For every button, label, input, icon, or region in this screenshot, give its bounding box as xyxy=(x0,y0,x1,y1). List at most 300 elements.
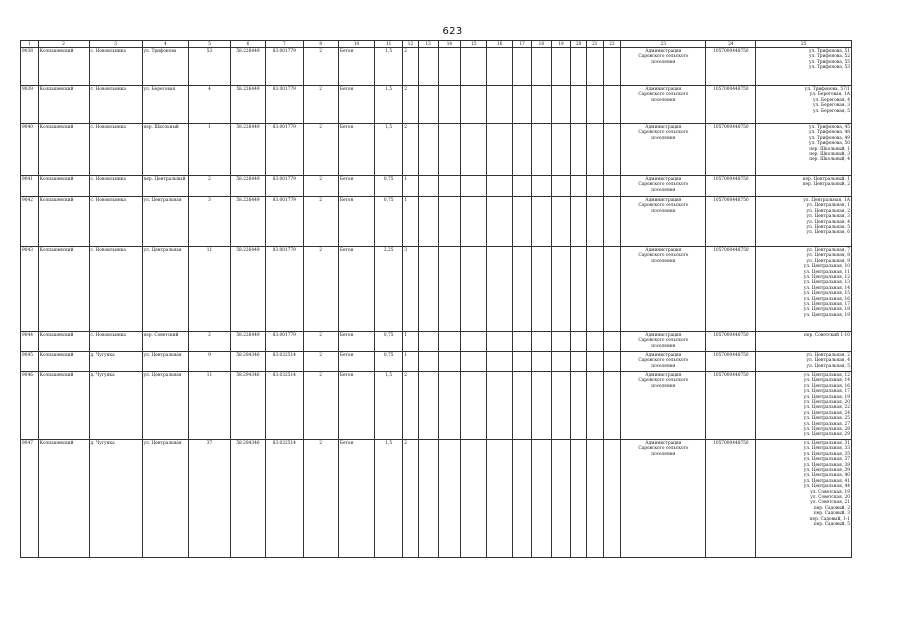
registry-body xyxy=(21,41,852,558)
cell-c4: ул. Трифонова xyxy=(142,48,189,86)
cell-line: ул. Центральная, 15 xyxy=(803,291,850,297)
cell-c7: 83.032514 xyxy=(266,352,303,372)
cell-line: Саровского сельского xyxy=(638,253,689,259)
column-number-cell: 4 xyxy=(142,41,189,48)
cell-line: поселения xyxy=(651,258,676,264)
table-row xyxy=(21,176,852,197)
cell-line: ул. Центральная, 39 xyxy=(803,467,850,473)
cell-line: Саровского сельского xyxy=(638,378,689,384)
cell-line: ул. Трифонова, 45 xyxy=(808,125,850,130)
table-row xyxy=(21,197,852,247)
cell-c11: 1,5 xyxy=(375,439,403,557)
cell-line: ул. Центральная, 4 xyxy=(806,219,850,225)
empty-cell xyxy=(418,197,438,247)
cell-line: ул. Трифонова, 50 xyxy=(808,141,850,147)
column-number-cell: 2 xyxy=(38,41,89,48)
cell-line: Администрация xyxy=(645,177,682,182)
empty-cell xyxy=(418,86,438,124)
cell-line: ул. Центральная, 13 xyxy=(803,280,850,286)
cell-c4: пер. Школьный xyxy=(142,124,189,176)
cell-line: Администрация xyxy=(645,373,682,378)
cell-line: пер. Садовый, 2 xyxy=(813,505,850,511)
cell-line: ул. Трифонова, 57/1 xyxy=(804,87,850,92)
cell-c4: ул. Центральная xyxy=(142,439,189,557)
cell-line: ул. Центральная, 35 xyxy=(803,451,850,457)
cell-c1: 9045 xyxy=(21,352,39,372)
cell-line: ул. Центральная, 9 xyxy=(806,258,850,264)
cell-c11: 2,25 xyxy=(375,247,403,332)
cell-c5: 37 xyxy=(189,439,231,557)
cell-c4: пер. Центральный xyxy=(142,176,189,197)
cell-line: ул. Советская, 19 xyxy=(810,489,850,495)
cell-c23 xyxy=(621,439,706,557)
cell-line: Саровского сельского xyxy=(638,182,689,188)
empty-cell xyxy=(603,372,621,440)
cell-line: пер. Садовый, 3 xyxy=(813,511,850,517)
cell-c2: Колпашевский xyxy=(38,124,89,176)
column-number-cell: 25 xyxy=(756,41,852,48)
cell-c10: Бетон xyxy=(338,48,374,86)
table-row xyxy=(21,124,852,176)
cell-c3: д. Чугунка xyxy=(89,439,142,557)
empty-cell xyxy=(438,372,461,440)
empty-cell xyxy=(418,176,438,197)
cell-line: ул. Береговая, 3 xyxy=(813,103,850,109)
empty-cell xyxy=(531,48,551,86)
cell-c10: Бетон xyxy=(338,124,374,176)
cell-c12: 1 xyxy=(403,352,419,372)
cell-line: ул. Береговая, 5 xyxy=(813,108,850,114)
cell-line: поселения xyxy=(651,383,676,389)
cell-c8: 2 xyxy=(303,176,338,197)
cell-c5: 11 xyxy=(189,247,231,332)
cell-c6: 58.226449 xyxy=(230,124,265,176)
empty-cell xyxy=(603,352,621,372)
column-number-cell: 16 xyxy=(487,41,513,48)
cell-c25 xyxy=(756,197,852,247)
cell-c24: 1057000448750 xyxy=(706,352,756,372)
empty-cell xyxy=(587,176,604,197)
cell-c6: 58.226449 xyxy=(230,48,265,86)
cell-c10: Бетон xyxy=(338,372,374,440)
cell-c5: 1 xyxy=(189,124,231,176)
cell-line: поселения xyxy=(651,208,676,214)
empty-cell xyxy=(438,176,461,197)
cell-line: Администрация xyxy=(645,333,682,338)
cell-line: Администрация xyxy=(645,49,682,54)
cell-c25 xyxy=(756,439,852,557)
cell-c24: 1057000448750 xyxy=(706,372,756,440)
empty-cell xyxy=(418,48,438,86)
cell-line: ул. Центральная, 10 xyxy=(803,264,850,270)
cell-c8: 2 xyxy=(303,439,338,557)
cell-c1: 9040 xyxy=(21,124,39,176)
empty-cell xyxy=(587,86,604,124)
cell-c23 xyxy=(621,86,706,124)
cell-c3: с. Новоильинка xyxy=(89,247,142,332)
cell-c23 xyxy=(621,247,706,332)
empty-cell xyxy=(513,86,532,124)
cell-c8: 2 xyxy=(303,247,338,332)
cell-line: поселения xyxy=(651,135,676,141)
empty-cell xyxy=(531,197,551,247)
cell-c5: 9 xyxy=(189,352,231,372)
empty-cell xyxy=(587,197,604,247)
cell-c12: 2 xyxy=(403,48,419,86)
empty-cell xyxy=(587,247,604,332)
table-row xyxy=(21,439,852,557)
cell-c6: 58.294346 xyxy=(230,439,265,557)
empty-cell xyxy=(571,124,587,176)
cell-line: ул. Центральная, 24 xyxy=(803,410,850,416)
cell-c25 xyxy=(756,124,852,176)
empty-cell xyxy=(603,439,621,557)
cell-c6: 58.294346 xyxy=(230,352,265,372)
cell-line: ул. Центральная, 41 xyxy=(803,478,850,484)
cell-line: ул. Центральная, 7 xyxy=(806,248,850,253)
empty-cell xyxy=(551,372,571,440)
cell-line: Администрация xyxy=(645,353,682,358)
cell-c10: Бетон xyxy=(338,247,374,332)
empty-cell xyxy=(587,332,604,352)
cell-c25 xyxy=(756,86,852,124)
empty-cell xyxy=(461,124,487,176)
cell-c10: Бетон xyxy=(338,439,374,557)
cell-c8: 2 xyxy=(303,86,338,124)
cell-line: ул. Центральная, 33 xyxy=(803,446,850,452)
column-number-cell: 1 xyxy=(21,41,39,48)
cell-line: ул. Центральная, 11 xyxy=(803,269,850,275)
cell-c6: 58.226449 xyxy=(230,197,265,247)
cell-line: Администрация xyxy=(645,248,682,253)
cell-c4: ул. Центральная xyxy=(142,372,189,440)
column-number-cell: 19 xyxy=(551,41,571,48)
cell-c25 xyxy=(756,352,852,372)
cell-c7: 83.001779 xyxy=(266,197,303,247)
cell-line: поселения xyxy=(651,97,676,103)
cell-line: пер. Школьный, 3 xyxy=(809,152,850,158)
cell-c25 xyxy=(756,176,852,197)
table-row xyxy=(21,332,852,352)
cell-line: ул. Центральная, 14 xyxy=(803,378,850,384)
empty-cell xyxy=(531,176,551,197)
empty-cell xyxy=(487,352,513,372)
empty-cell xyxy=(551,352,571,372)
empty-cell xyxy=(571,86,587,124)
cell-line: пер. Школьный, 1 xyxy=(809,146,850,152)
cell-c1: 9044 xyxy=(21,332,39,352)
empty-cell xyxy=(587,48,604,86)
cell-c6: 58.226449 xyxy=(230,86,265,124)
cell-line: ул. Центральная, 40 xyxy=(803,473,850,479)
column-number-cell: 17 xyxy=(513,41,532,48)
cell-c3: с. Новоильинка xyxy=(89,86,142,124)
cell-line: пер. Центральный, 1 xyxy=(802,177,850,182)
cell-c1: 9038 xyxy=(21,48,39,86)
cell-c1: 9046 xyxy=(21,372,39,440)
cell-c12: 2 xyxy=(403,124,419,176)
cell-c11: 0,75 xyxy=(375,197,403,247)
empty-cell xyxy=(531,124,551,176)
cell-c8: 2 xyxy=(303,124,338,176)
cell-line: ул. Центральная, 1А xyxy=(803,198,850,203)
cell-c2: Колпашевский xyxy=(38,247,89,332)
empty-cell xyxy=(603,176,621,197)
cell-line: ул. Центральная, 19 xyxy=(803,394,850,400)
cell-c24: 1057000448750 xyxy=(706,176,756,197)
cell-c12: 1 xyxy=(403,332,419,352)
empty-cell xyxy=(461,332,487,352)
page-number: 623 xyxy=(442,26,463,37)
cell-line: ул. Центральная, 17 xyxy=(803,389,850,395)
cell-c10: Бетон xyxy=(338,86,374,124)
empty-cell xyxy=(513,176,532,197)
cell-line: Саровского сельского xyxy=(638,338,689,344)
cell-line: ул. Центральная, 12 xyxy=(803,275,850,281)
cell-c2: Колпашевский xyxy=(38,176,89,197)
cell-c11: 0,75 xyxy=(375,332,403,352)
cell-c4: ул. Центральная xyxy=(142,197,189,247)
empty-cell xyxy=(531,439,551,557)
cell-c4: пер. Советский xyxy=(142,332,189,352)
cell-c11: 1,5 xyxy=(375,124,403,176)
empty-cell xyxy=(551,176,571,197)
empty-cell xyxy=(551,86,571,124)
cell-c10: Бетон xyxy=(338,352,374,372)
cell-line: поселения xyxy=(651,363,676,369)
cell-c1: 9042 xyxy=(21,197,39,247)
cell-c5: 53 xyxy=(189,48,231,86)
cell-line: Саровского сельского xyxy=(638,446,689,452)
table-row xyxy=(21,48,852,86)
empty-cell xyxy=(513,372,532,440)
cell-c23 xyxy=(621,124,706,176)
empty-cell xyxy=(513,124,532,176)
cell-c2: Колпашевский xyxy=(38,197,89,247)
cell-c6: 58.226449 xyxy=(230,247,265,332)
empty-cell xyxy=(551,439,571,557)
cell-c7: 83.001779 xyxy=(266,86,303,124)
cell-line: ул. Центральная, 2 xyxy=(806,208,850,214)
empty-cell xyxy=(461,352,487,372)
cell-line: пер. Советский 1-10 xyxy=(804,333,850,338)
cell-c5: 2 xyxy=(189,332,231,352)
empty-cell xyxy=(513,48,532,86)
empty-cell xyxy=(438,48,461,86)
empty-cell xyxy=(513,197,532,247)
cell-line: ул. Трифонова, 51 xyxy=(808,49,850,54)
cell-c2: Колпашевский xyxy=(38,332,89,352)
cell-c12: 2 xyxy=(403,86,419,124)
cell-line: ул. Центральная, 16 xyxy=(803,383,850,389)
empty-cell xyxy=(461,197,487,247)
cell-c11: 1,5 xyxy=(375,48,403,86)
empty-cell xyxy=(461,247,487,332)
cell-c3: с. Новоильинка xyxy=(89,332,142,352)
empty-cell xyxy=(438,352,461,372)
empty-cell xyxy=(487,124,513,176)
cell-c1: 9039 xyxy=(21,86,39,124)
empty-cell xyxy=(513,332,532,352)
cell-line: Саровского сельского xyxy=(638,130,689,136)
cell-c7: 83.001779 xyxy=(266,48,303,86)
column-number-cell: 7 xyxy=(266,41,303,48)
empty-cell xyxy=(571,332,587,352)
cell-c10: Бетон xyxy=(338,332,374,352)
empty-cell xyxy=(487,247,513,332)
table-row xyxy=(21,86,852,124)
cell-c7: 83.001779 xyxy=(266,332,303,352)
cell-line: ул. Трифонова, 49 xyxy=(808,135,850,141)
cell-line: поселения xyxy=(651,343,676,349)
cell-c23 xyxy=(621,176,706,197)
column-number-cell: 24 xyxy=(706,41,756,48)
cell-c25 xyxy=(756,332,852,352)
empty-cell xyxy=(438,332,461,352)
cell-c8: 2 xyxy=(303,197,338,247)
cell-line: ул. Центральная, 12 xyxy=(803,373,850,378)
empty-cell xyxy=(587,124,604,176)
table-row xyxy=(21,247,852,332)
empty-cell xyxy=(551,48,571,86)
cell-c24: 1057000448750 xyxy=(706,332,756,352)
cell-c23 xyxy=(621,352,706,372)
cell-c2: Колпашевский xyxy=(38,352,89,372)
empty-cell xyxy=(487,48,513,86)
empty-cell xyxy=(487,176,513,197)
cell-line: Администрация xyxy=(645,198,682,203)
cell-c3: с. Новоильинка xyxy=(89,197,142,247)
empty-cell xyxy=(603,86,621,124)
empty-cell xyxy=(438,439,461,557)
cell-c11: 0,75 xyxy=(375,352,403,372)
column-number-cell: 5 xyxy=(189,41,231,48)
cell-line: ул. Центральная, 16 xyxy=(803,296,850,302)
column-number-cell: 10 xyxy=(338,41,374,48)
empty-cell xyxy=(487,372,513,440)
cell-line: ул. Центральная, 6 xyxy=(806,230,850,236)
cell-line: Администрация xyxy=(645,125,682,130)
empty-cell xyxy=(418,439,438,557)
cell-c4: ул. Центральная xyxy=(142,247,189,332)
cell-line: пер. Школьный, 4 xyxy=(809,157,850,163)
empty-cell xyxy=(438,247,461,332)
cell-c10: Бетон xyxy=(338,197,374,247)
cell-line: ул. Центральная, 17 xyxy=(803,302,850,308)
cell-c3: д. Чугунка xyxy=(89,372,142,440)
cell-c5: 2 xyxy=(189,176,231,197)
cell-c24: 1057000448750 xyxy=(706,247,756,332)
column-number-cell: 18 xyxy=(531,41,551,48)
empty-cell xyxy=(571,372,587,440)
empty-cell xyxy=(603,124,621,176)
cell-c24: 1057000448750 xyxy=(706,48,756,86)
empty-cell xyxy=(461,48,487,86)
cell-line: ул. Центральная, 38 xyxy=(803,462,850,468)
cell-c24: 1057000448750 xyxy=(706,439,756,557)
cell-c5: 4 xyxy=(189,86,231,124)
empty-cell xyxy=(571,197,587,247)
column-number-cell: 21 xyxy=(587,41,604,48)
cell-line: ул. Центральная, 8 xyxy=(806,253,850,259)
column-number-cell: 12 xyxy=(403,41,419,48)
cell-c10: Бетон xyxy=(338,176,374,197)
cell-c8: 2 xyxy=(303,48,338,86)
empty-cell xyxy=(487,86,513,124)
cell-c23 xyxy=(621,332,706,352)
column-number-cell: 15 xyxy=(461,41,487,48)
empty-cell xyxy=(603,332,621,352)
empty-cell xyxy=(487,439,513,557)
cell-c2: Колпашевский xyxy=(38,86,89,124)
cell-line: ул. Центральная, 4 xyxy=(806,358,850,364)
cell-line: ул. Центральная, 27 xyxy=(803,421,850,427)
cell-line: ул. Центральная, 31 xyxy=(803,440,850,446)
empty-cell xyxy=(461,372,487,440)
empty-cell xyxy=(551,332,571,352)
empty-cell xyxy=(587,352,604,372)
cell-c11: 1,5 xyxy=(375,372,403,440)
cell-line: ул. Центральная, 2 xyxy=(806,353,850,358)
cell-line: Саровского сельского xyxy=(638,92,689,98)
cell-c25 xyxy=(756,372,852,440)
cell-line: Администрация xyxy=(645,87,682,92)
cell-line: ул. Трифонова, 48 xyxy=(808,130,850,136)
empty-cell xyxy=(487,332,513,352)
cell-line: ул. Центральная, 29 xyxy=(803,432,850,438)
cell-line: ул. Центральная, 3 xyxy=(806,214,850,220)
cell-c3: с. Новоильинка xyxy=(89,124,142,176)
empty-cell xyxy=(513,247,532,332)
cell-c23 xyxy=(621,48,706,86)
cell-line: ул. Центральная, 28 xyxy=(803,427,850,433)
empty-cell xyxy=(571,439,587,557)
empty-cell xyxy=(418,352,438,372)
cell-c6: 58.226449 xyxy=(230,332,265,352)
empty-cell xyxy=(531,332,551,352)
column-number-cell: 8 xyxy=(303,41,338,48)
empty-cell xyxy=(487,197,513,247)
empty-cell xyxy=(531,372,551,440)
empty-cell xyxy=(418,247,438,332)
empty-cell xyxy=(603,197,621,247)
table-row xyxy=(21,352,852,372)
empty-cell xyxy=(531,247,551,332)
cell-line: ул. Центральная, 5 xyxy=(806,225,850,231)
cell-line: ул. Центральная, 25 xyxy=(803,416,850,422)
column-number-cell: 23 xyxy=(621,41,706,48)
cell-line: ул. Центральная, 20 xyxy=(803,400,850,406)
empty-cell xyxy=(587,372,604,440)
cell-c8: 2 xyxy=(303,332,338,352)
column-number-cell: 11 xyxy=(375,41,403,48)
cell-c7: 83.001779 xyxy=(266,176,303,197)
empty-cell xyxy=(531,86,551,124)
empty-cell xyxy=(418,124,438,176)
cell-line: ул. Центральная, 44 xyxy=(803,484,850,490)
cell-c3: д. Чугунка xyxy=(89,352,142,372)
cell-c2: Колпашевский xyxy=(38,48,89,86)
empty-cell xyxy=(513,352,532,372)
empty-cell xyxy=(603,247,621,332)
cell-c4: ул. Береговая xyxy=(142,86,189,124)
cell-c3: с. Новоильинка xyxy=(89,176,142,197)
cell-line: ул. Трифонова, 55 xyxy=(808,59,850,65)
cell-c24: 1057000448750 xyxy=(706,197,756,247)
empty-cell xyxy=(551,197,571,247)
empty-cell xyxy=(571,176,587,197)
empty-cell xyxy=(571,247,587,332)
